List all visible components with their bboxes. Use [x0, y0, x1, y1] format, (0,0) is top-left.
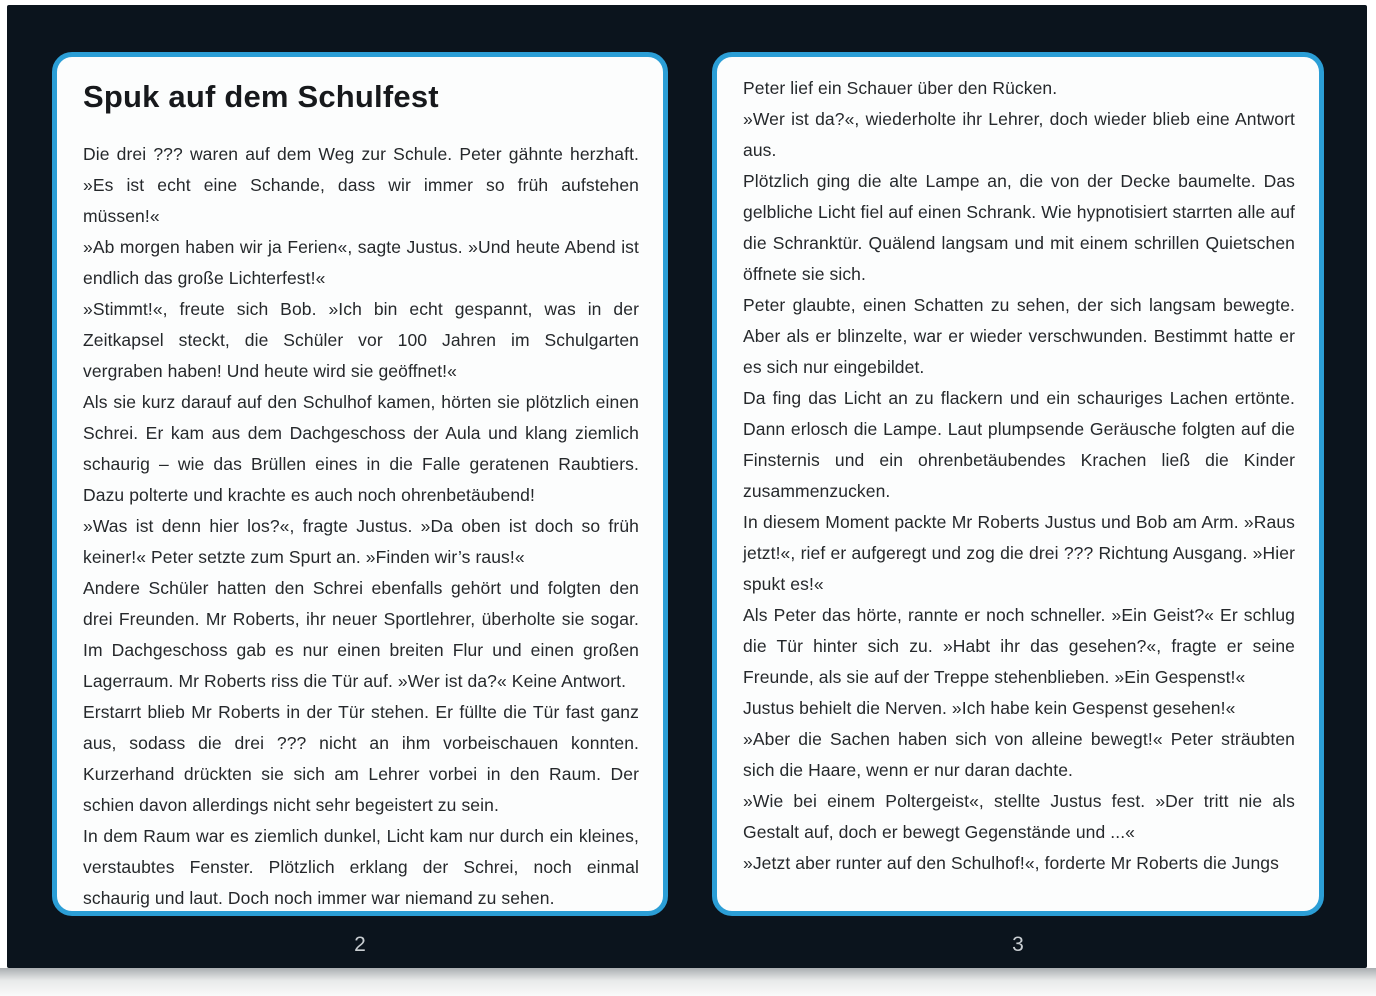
- story-paragraph: »Was ist denn hier los?«, fragte Justus. »Da oben ist doch so früh keiner!« Peter setzte zum Spurt an. »Finden wir’s raus!«: [83, 516, 639, 567]
- story-paragraph: »Ab morgen haben wir ja Ferien«, sagte Justus. »Und heute Abend ist endlich das große Lichterfest!«: [83, 237, 639, 288]
- story-paragraph: Erstarrt blieb Mr Roberts in der Tür stehen. Er füllte die Tür fast ganz aus, sodass die drei ??? nicht an ihm vorbeischauen konnten. Kurzerhand drückten sie sich am Lehrer vorbei in den Raum. Der schien davon allerdings nicht sehr begeistert zu sein.: [83, 702, 639, 815]
- story-paragraph: »Aber die Sachen haben sich von alleine bewegt!« Peter sträubten sich die Haare, wenn er nur daran dachte.: [743, 729, 1295, 780]
- story-paragraph: Da fing das Licht an zu flackern und ein schauriges Lachen ertönte. Dann erlosch die Lampe. Laut plumpsende Geräusche folgten auf die Finsternis und ein ohrenbetäubendes Krachen ließ die Kinder zusammenzucken.: [743, 388, 1295, 501]
- story-paragraph: »Wie bei einem Poltergeist«, stellte Justus fest. »Der tritt nie als Gestalt auf, doch er bewegt Gegenstände und ...«: [743, 791, 1295, 842]
- page-right: [712, 52, 1324, 916]
- story-title: Spuk auf dem Schulfest: [83, 79, 439, 114]
- story-paragraph: Andere Schüler hatten den Schrei ebenfalls gehört und folgten den drei Freunden. Mr Roberts, ihr neuer Sportlehrer, überholte sie sogar. Im Dachgeschoss gab es nur einen breiten Flur und einen großen Lagerraum. Mr Roberts riss die Tür auf. »Wer ist da?« Keine Antwort.: [83, 578, 639, 691]
- story-paragraph: Justus behielt die Nerven. »Ich habe kein Gespenst gesehen!«: [743, 698, 1236, 718]
- page-right-text: [743, 73, 1295, 879]
- story-paragraph: In diesem Moment packte Mr Roberts Justus und Bob am Arm. »Raus jetzt!«, rief er aufgeregt und zog die drei ??? Richtung Ausgang. »Hier spukt es!«: [743, 512, 1295, 594]
- page-number-left: 2: [354, 933, 366, 956]
- story-paragraph: In dem Raum war es ziemlich dunkel, Licht kam nur durch ein kleines, verstaubtes Fenster. Plötzlich erklang der Schrei, noch einmal schaurig und laut. Doch noch immer war niemand zu sehen.: [83, 826, 639, 908]
- story-paragraph: »Wer ist da?«, wiederholte ihr Lehrer, doch wieder blieb eine Antwort aus.: [743, 109, 1295, 160]
- story-paragraph: Peter glaubte, einen Schatten zu sehen, der sich langsam bewegte. Aber als er blinzelte, war er wieder verschwunden. Bestimmt hatte er es sich nur eingebildet.: [743, 295, 1295, 377]
- story-paragraph: Als Peter das hörte, rannte er noch schneller. »Ein Geist?« Er schlug die Tür hinter sich zu. »Habt ihr das gesehen?«, fragte er seine Freunde, als sie auf der Treppe stehenblieben. »Ein Gespenst!«: [743, 605, 1295, 687]
- story-paragraph: Die drei ??? waren auf dem Weg zur Schule. Peter gähnte herzhaft. »Es ist echt eine Schande, dass wir immer so früh aufstehen müssen!«: [83, 144, 639, 226]
- story-paragraph: Peter lief ein Schauer über den Rücken.: [743, 78, 1058, 98]
- page-edge-shadow: [0, 968, 1376, 996]
- story-paragraph: »Jetzt aber runter auf den Schulhof!«, forderte Mr Roberts die Jungs: [743, 853, 1279, 873]
- page-left-text: [83, 139, 639, 914]
- story-paragraph: Plötzlich ging die alte Lampe an, die von der Decke baumelte. Das gelbliche Licht fiel auf einen Schrank. Wie hypnotisiert starrten alle auf die Schranktür. Quälend langsam und mit einem schrillen Quietschen öffnete sie sich.: [743, 171, 1295, 284]
- page-number-right: 3: [1012, 933, 1024, 956]
- story-paragraph: Als sie kurz darauf auf den Schulhof kamen, hörten sie plötzlich einen Schrei. Er kam aus dem Dachgeschoss der Aula und klang ziemlich schaurig – wie das Brüllen eines in die Falle geratenen Raubtiers. Dazu polterte und krachte es auch noch ohrenbetäubend!: [83, 392, 639, 505]
- page-left: [52, 52, 668, 916]
- story-paragraph: »Stimmt!«, freute sich Bob. »Ich bin echt gespannt, was in der Zeitkapsel steckt, die Schüler vor 100 Jahren im Schulgarten vergraben haben! Und heute wird sie geöffnet!«: [83, 299, 639, 381]
- book-spread-background: [7, 5, 1367, 968]
